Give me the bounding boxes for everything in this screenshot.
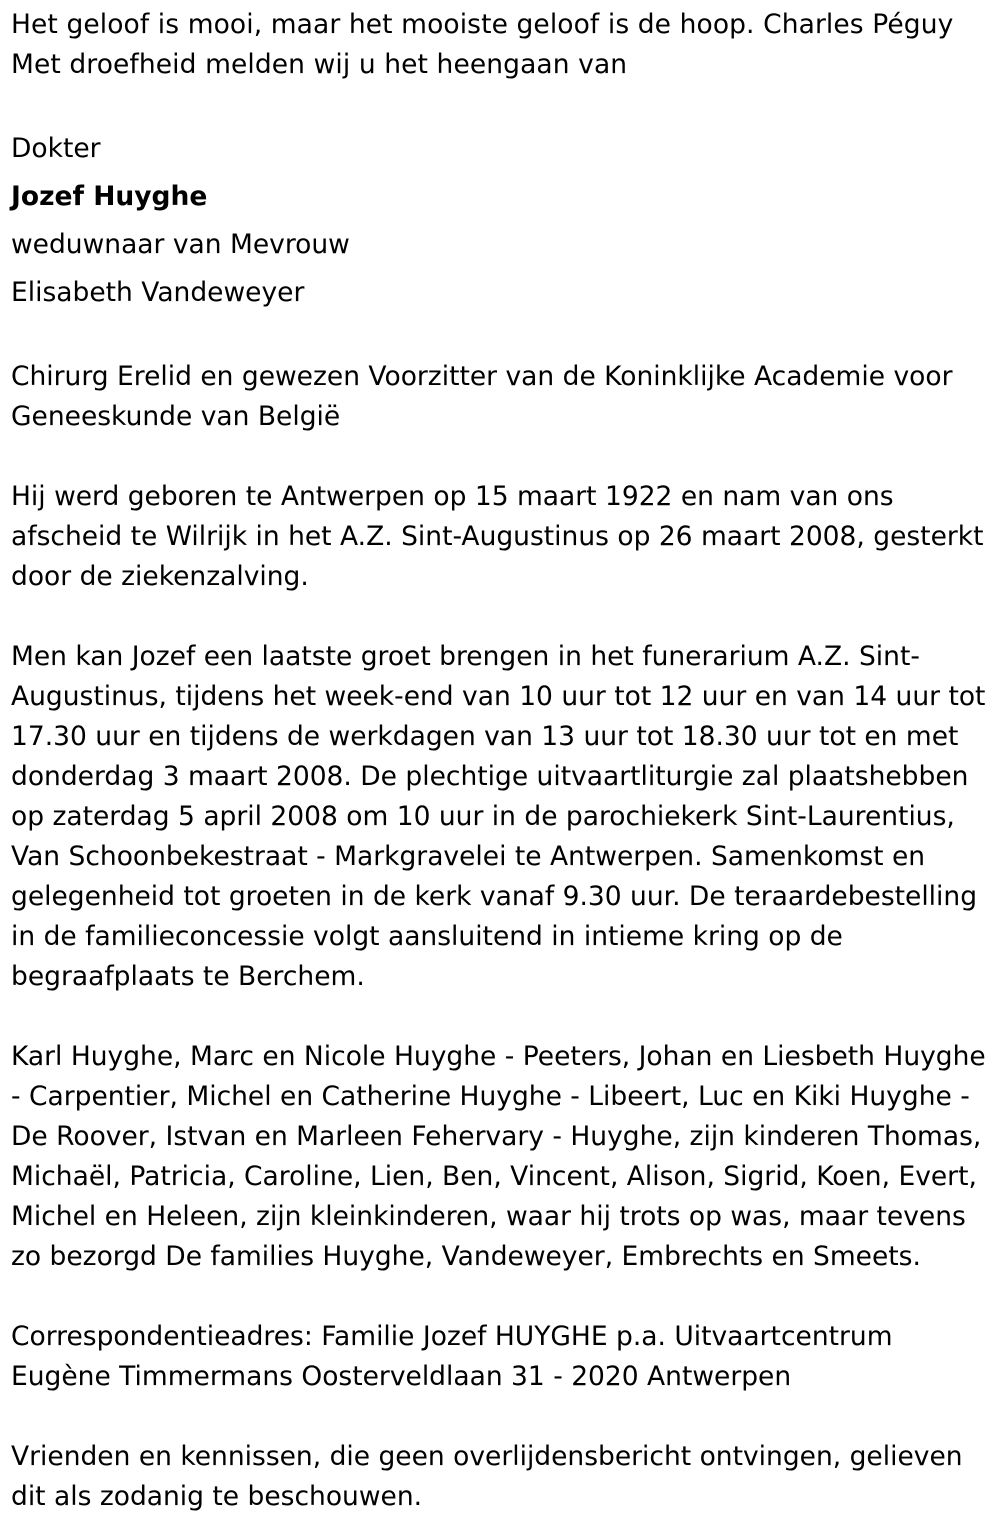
quote-text: Het geloof is mooi, maar het mooiste geloof is de hoop. Charles Péguy (11, 9, 954, 40)
spacer (11, 437, 990, 477)
spacer (11, 597, 990, 637)
spacer (11, 317, 990, 357)
correspondence-paragraph: Correspondentieadres: Familie Jozef HUYGHE p.a. Uitvaartcentrum Eugène Timmermans Oosterveldlaan 31 - 2020 Antwerpen (11, 1321, 893, 1392)
profession-paragraph: Chirurg Erelid en gewezen Voorzitter van de Koninklijke Academie voor Geneeskunde van België (11, 361, 953, 432)
funeral-paragraph: Men kan Jozef een laatste groet brengen in het funerarium A.Z. Sint-Augustinus, tijdens het week-end van 10 uur tot 12 uur en van 14 uur tot 17.30 uur en tijdens de werkdagen van 13 uur tot 18.30 uur tot en met donderdag 3 maart 2008. De plechtige uitvaartliturgie zal plaatshebben op zaterdag 5 april 2008 om 10 uur in de parochiekerk Sint-Laurentius, Van Schoonbekestraat - Markgravelei te Antwerpen. Samenkomst en gelegenheid tot groeten in de kerk vanaf 9.30 uur. De teraardebestelling in de familieconcessie volgt aansluitend in intieme kring op de begraafplaats te Berchem. (11, 641, 986, 992)
relation-line-1: weduwnaar van Mevrouw (11, 229, 350, 260)
spacer (11, 1397, 990, 1437)
spacer (11, 997, 990, 1037)
title-text: Dokter (11, 133, 101, 164)
family-paragraph: Karl Huyghe, Marc en Nicole Huyghe - Peeters, Johan en Liesbeth Huyghe - Carpentier, Michel en Catherine Huyghe - Libeert, Luc en Kiki Huyghe - De Roover, Istvan en Marleen Fehervary - Huyghe, zijn kinderen Thomas, Michaël, Patricia, Caroline, Lien, Ben, Vincent, Alison, Sigrid, Koen, Evert, Michel en Heleen, zijn kleinkinderen, waar hij trots op was, maar tevens zo bezorgd De families Huyghe, Vandeweyer, Embrechts en Smeets. (11, 1041, 986, 1272)
birth-death-paragraph: Hij werd geboren te Antwerpen op 15 maart 1922 en nam van ons afscheid te Wilrijk in het A.Z. Sint-Augustinus op 26 maart 2008, gesterkt door de ziekenzalving. (11, 481, 984, 592)
announcement-text: Met droefheid melden wij u het heengaan van (11, 49, 628, 80)
spacer (11, 85, 990, 125)
spacer (11, 1277, 990, 1317)
relation-line-2: Elisabeth Vandeweyer (11, 277, 305, 308)
closing-paragraph: Vrienden en kennissen, die geen overlijdensbericht ontvingen, gelieven dit als zodanig te beschouwen. (11, 1441, 963, 1512)
deceased-name: Jozef Huyghe (11, 181, 208, 212)
